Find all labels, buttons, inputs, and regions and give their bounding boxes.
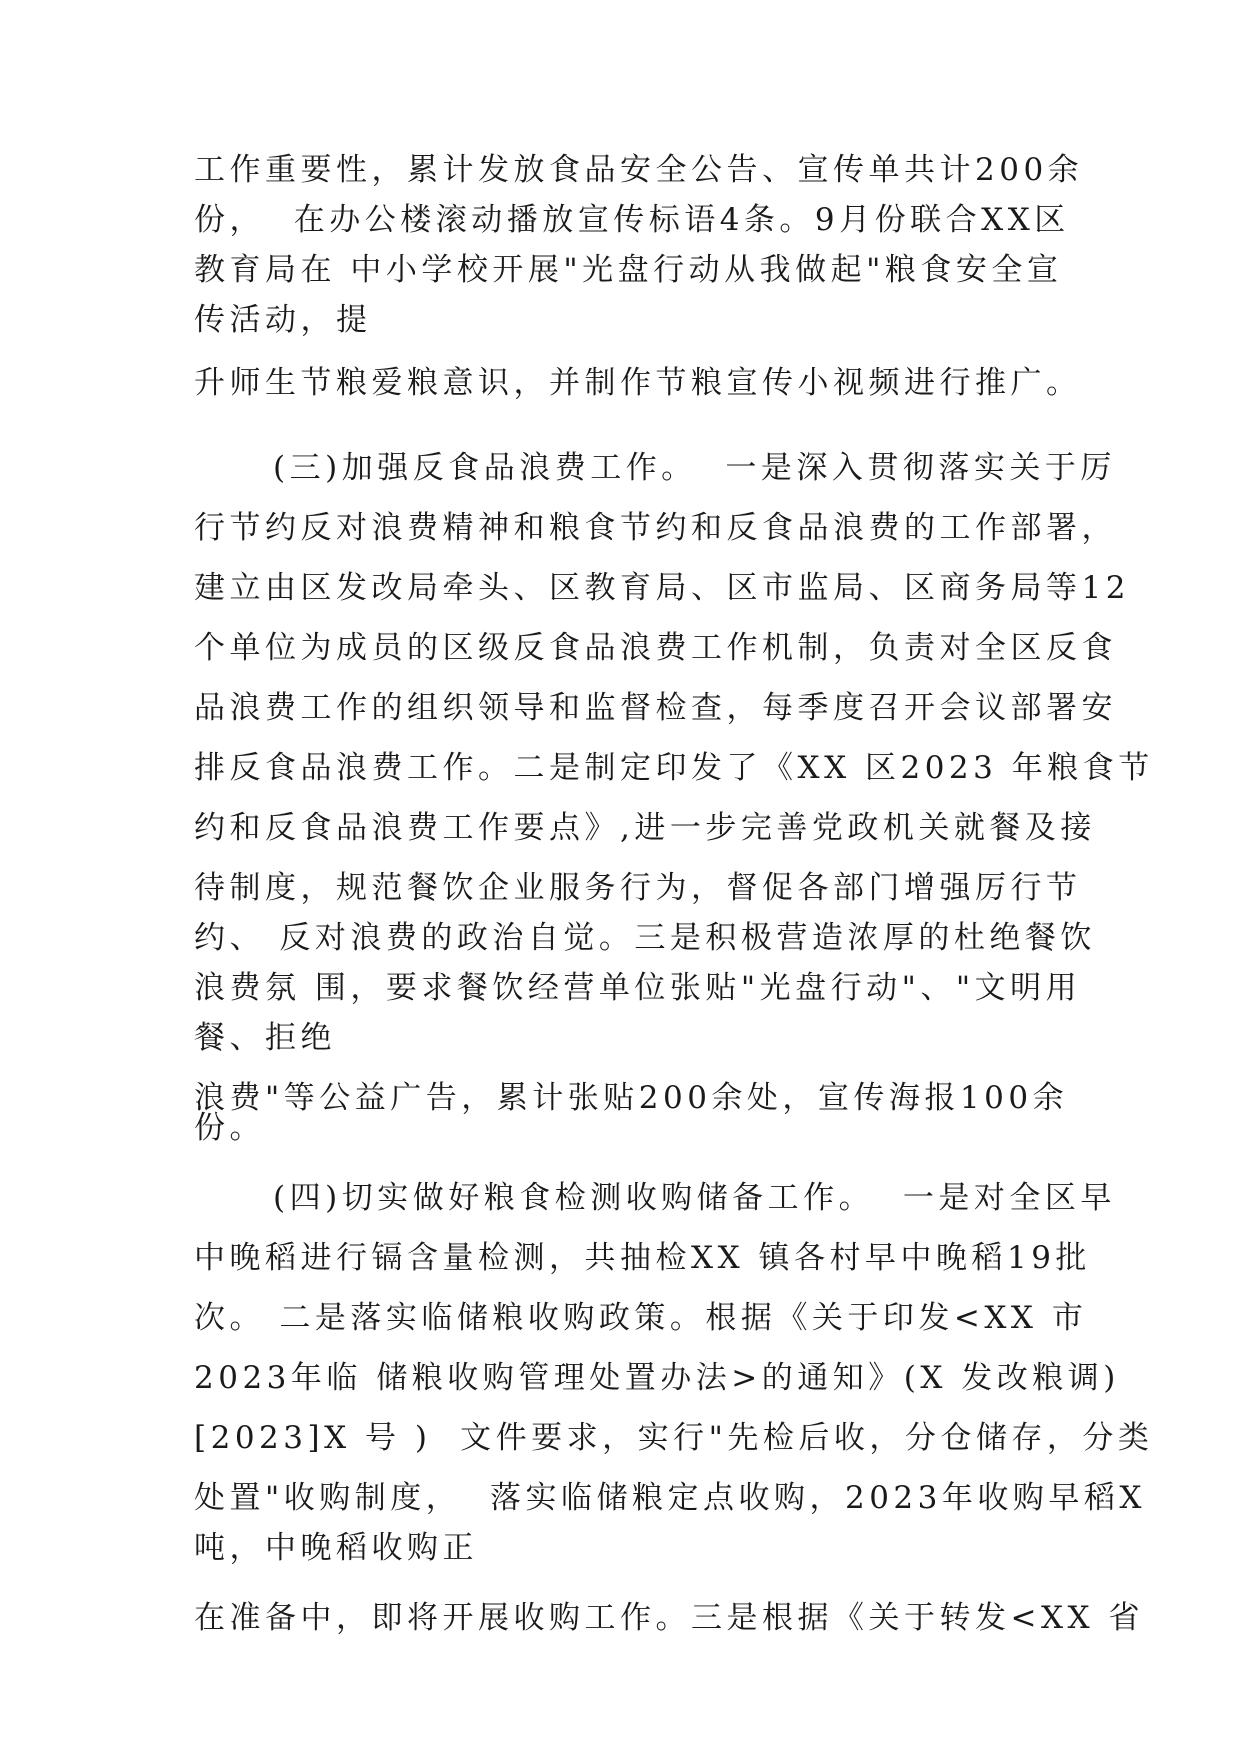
body-text-line: 次。 二是落实临储粮收购政策。根据《关于印发<XX 市: [194, 1300, 1088, 1336]
section-heading-line: (三)加强反食品浪费工作。 一是深入贯彻落实关于厉: [273, 450, 1116, 486]
body-text-line: 工作重要性，累计发放食品安全公告、宣传单共计200余: [194, 152, 1084, 188]
body-text-line: 品浪费工作的组织领导和监督检查，每季度召开会议部署安: [194, 690, 1117, 726]
body-text-line: 教育局在 中小学校开展"光盘行动从我做起"粮食安全宣: [194, 252, 1063, 288]
body-text-line: 行节约反对浪费精神和粮食节约和反食品浪费的工作部署，: [194, 510, 1117, 546]
body-text-line: 吨，中晚稻收购正: [194, 1530, 478, 1566]
body-text-line: 餐、拒绝: [194, 1020, 336, 1056]
body-text-line: 浪费"等公益广告，累计张贴200余处，宣传海报100余: [194, 1080, 1069, 1116]
body-text-line: 份， 在办公楼滚动播放宣传标语4条。9月份联合XX区: [194, 202, 1070, 238]
body-text-line: 处置"收购制度， 落实临储粮定点收购，2023年收购早稻X: [194, 1480, 1146, 1516]
body-text-line: 2023年临 储粮收购管理处置办法>的通知》(X 发改粮调): [194, 1360, 1120, 1396]
body-text-line: [2023]X 号 ) 文件要求，实行"先检后收，分仓储存，分类: [194, 1420, 1154, 1456]
body-text-line: 份。: [194, 1110, 265, 1146]
body-text-line: 浪费氛 围，要求餐饮经营单位张贴"光盘行动"、"文明用: [194, 970, 1082, 1006]
body-text-line: 待制度，规范餐饮企业服务行为，督促各部门增强厉行节: [194, 870, 1082, 906]
body-text-line: 建立由区发改局牵头、区教育局、区市监局、区商务局等12: [194, 570, 1130, 606]
body-text-line: 个单位为成员的区级反食品浪费工作机制，负责对全区反食: [194, 630, 1117, 666]
section-heading-line: (四)切实做好粮食检测收购储备工作。 一是对全区早: [273, 1180, 1116, 1216]
body-text-line: 中晚稻进行镉含量检测，共抽检XX 镇各村早中晚稻19批: [194, 1240, 1091, 1276]
body-text-line: 约、 反对浪费的政治自觉。三是积极营造浓厚的杜绝餐饮: [194, 920, 1096, 956]
body-text-line: 约和反食品浪费工作要点》,进一步完善党政机关就餐及接: [194, 810, 1096, 846]
body-text-line: 传活动，提: [194, 302, 372, 338]
body-text-line: 在准备中，即将开展收购工作。三是根据《关于转发<XX 省: [194, 1600, 1144, 1636]
body-text-line: 排反食品浪费工作。二是制定印发了《XX 区2023 年粮食节: [194, 750, 1154, 786]
body-text-line: 升师生节粮爱粮意识，并制作节粮宣传小视频进行推广。: [194, 365, 1082, 401]
